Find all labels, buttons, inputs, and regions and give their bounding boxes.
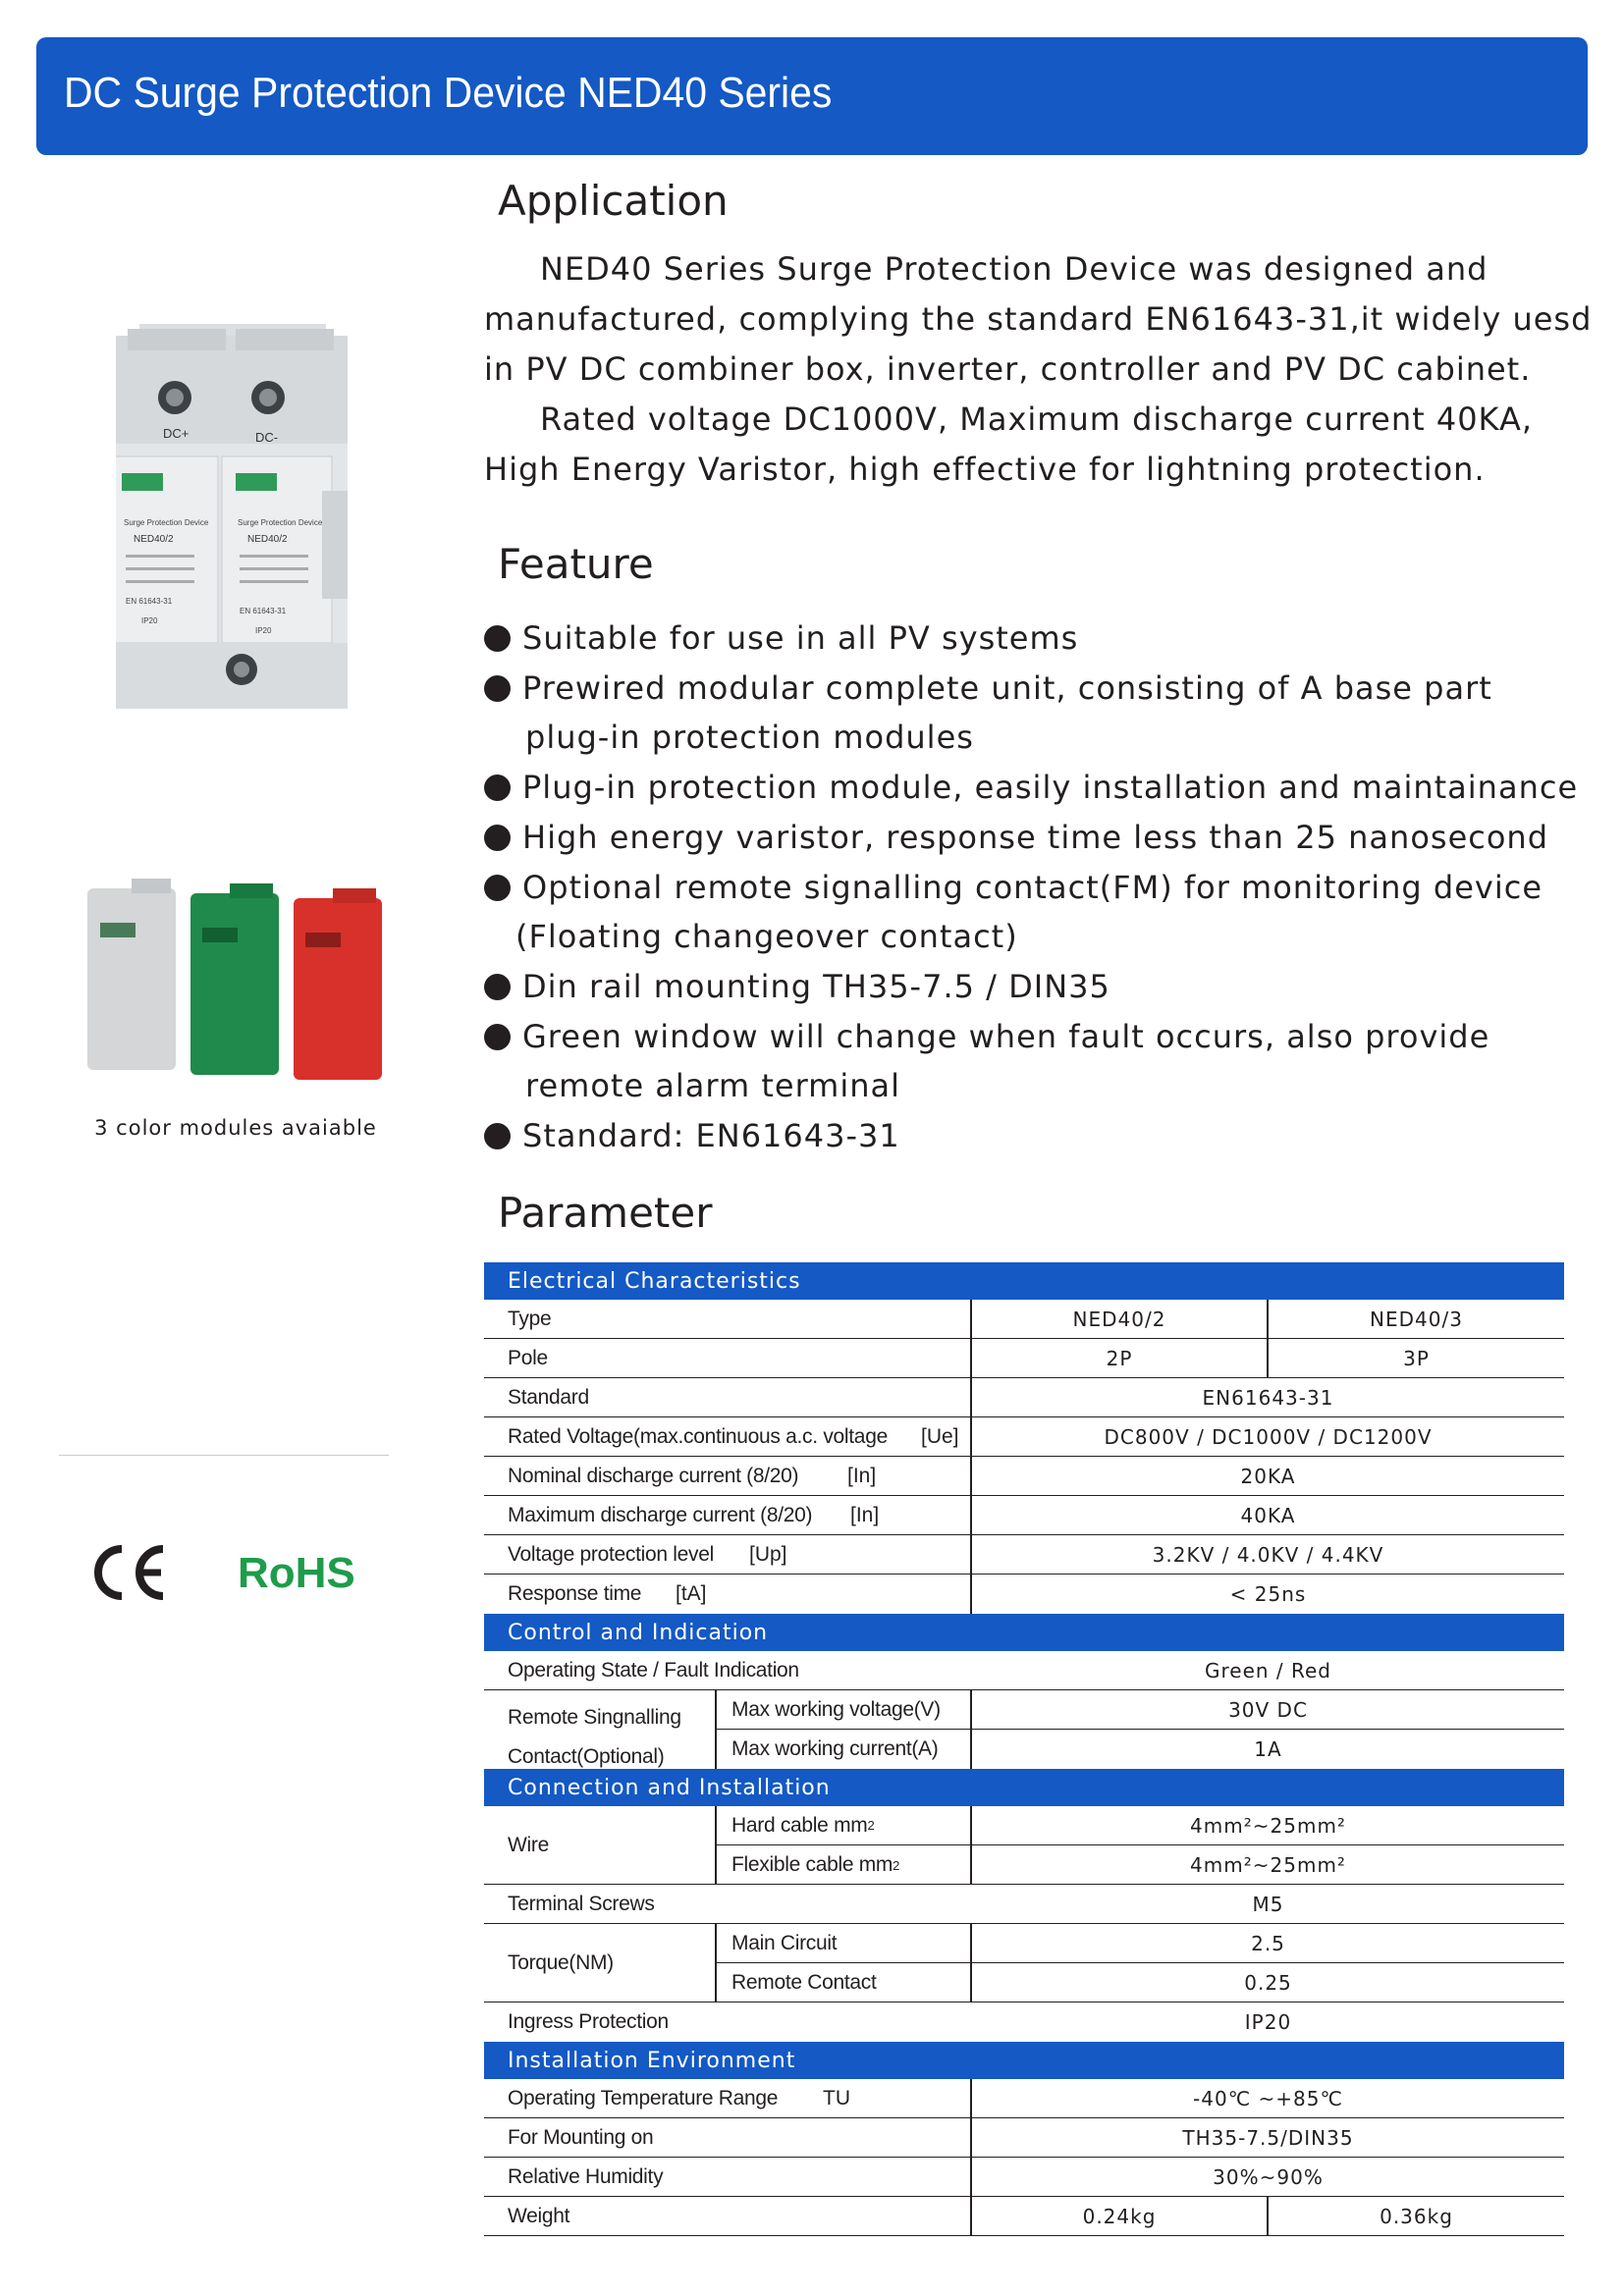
device-model-1: NED40/2: [134, 534, 174, 545]
table-row: Remote Singnalling Contact(Optional) Max working voltage(V) 30V DC Max working current(A) 1A: [484, 1690, 1564, 1769]
application-text: [484, 244, 1603, 495]
feature-continuation: plug-in protection modules: [525, 719, 974, 757]
bullet-icon: [484, 825, 511, 851]
table-row: Relative Humidity 30%~90%: [484, 2158, 1564, 2197]
rohs-logo: RoHS: [238, 1549, 355, 1597]
feature-item: Standard: EN61643-31: [484, 1111, 1613, 1161]
application-line: NED40 Series Surge Protection Device was designed and: [540, 250, 1489, 288]
application-line: manufactured, complying the standard EN61643-31,it widely uesd: [484, 300, 1593, 338]
table-row: Pole 2P 3P: [484, 1339, 1564, 1378]
application-line: Rated voltage DC1000V, Maximum discharge current 40KA,: [540, 400, 1534, 438]
title-banner: [36, 37, 1588, 155]
table-row: Torque(NM) Main Circuit 2.5 Remote Contact 0.25: [484, 1924, 1564, 2002]
bullet-icon: [484, 675, 511, 702]
device-std-2: EN 61643-31: [240, 607, 287, 615]
table-row: Maximum discharge current (8/20) [In] 40KA: [484, 1496, 1564, 1535]
feature-item: Prewired modular complete unit, consisting of A base part: [484, 664, 1613, 714]
table-row: Nominal discharge current (8/20) [In] 20KA: [484, 1457, 1564, 1496]
feature-item: Suitable for use in all PV systems: [484, 614, 1613, 664]
device-model-2: NED40/2: [247, 534, 288, 545]
table-row: Response time [tA] < 25ns: [484, 1575, 1564, 1614]
device-ip-1: IP20: [141, 616, 158, 625]
device-std-1: EN 61643-31: [126, 597, 173, 606]
bullet-icon: [484, 1123, 511, 1149]
bullet-icon: [484, 974, 511, 1000]
application-heading: Application: [498, 177, 729, 225]
surge-device-image: [116, 324, 348, 709]
feature-item: High energy varistor, response time less than 25 nanosecond: [484, 813, 1613, 863]
device-title-2: Surge Protection Device: [238, 518, 323, 527]
application-line: in PV DC combiner box, inverter, controller and PV DC cabinet.: [484, 350, 1532, 388]
parameter-heading: Parameter: [498, 1189, 713, 1237]
feature-item: Din rail mounting TH35-7.5 / DIN35: [484, 962, 1613, 1012]
table-row: Type NED40/2 NED40/3: [484, 1300, 1564, 1339]
page-title: DC Surge Protection Device NED40 Series: [64, 69, 833, 117]
table-row: Terminal Screws M5: [484, 1885, 1564, 1924]
table-row: Weight 0.24kg 0.36kg: [484, 2197, 1564, 2236]
application-line: High Energy Varistor, high effective for lightning protection.: [484, 451, 1486, 488]
feature-item: Green window will change when fault occurs, also provide: [484, 1012, 1613, 1062]
table-row: Operating Temperature Range TU -40℃ ~+85℃: [484, 2079, 1564, 2118]
dc-plus-label: DC+: [163, 426, 189, 441]
device-ip-2: IP20: [255, 626, 272, 635]
table-row: Voltage protection level [Up] 3.2KV / 4.0KV / 4.4KV: [484, 1535, 1564, 1575]
feature-continuation: (Floating changeover contact): [515, 918, 1018, 956]
bullet-icon: [484, 774, 511, 801]
table-row: Operating State / Fault Indication Green / Red: [484, 1651, 1564, 1690]
feature-item: Optional remote signalling contact(FM) for monitoring device: [484, 863, 1613, 913]
bullet-icon: [484, 1024, 511, 1050]
feature-heading: Feature: [498, 540, 654, 588]
feature-item: Plug-in protection module, easily installation and maintainance: [484, 763, 1613, 813]
feature-list: [484, 614, 1613, 1161]
table-row: Rated Voltage(max.continuous a.c. voltage [Ue] DC800V / DC1000V / DC1200V: [484, 1417, 1564, 1457]
table-row: Ingress Protection IP20: [508, 2010, 1292, 2034]
band-control: Control and Indication: [484, 1614, 1564, 1651]
feature-continuation: remote alarm terminal: [525, 1067, 901, 1105]
table-row: Wire Hard cable mm 2 4mm²~25mm² Flexible cable mm 2 4mm²~25mm²: [484, 1806, 1564, 1885]
divider: [59, 1455, 389, 1456]
bullet-icon: [484, 625, 511, 652]
bullet-icon: [484, 875, 511, 901]
band-environment: Installation Environment: [484, 2042, 1564, 2079]
parameter-table: [484, 1262, 1564, 2236]
band-connection: Connection and Installation: [484, 1769, 1564, 1806]
modules-caption: 3 color modules avaiable: [94, 1116, 377, 1140]
color-modules-image: [82, 874, 397, 1085]
table-row: For Mounting on TH35-7.5/DIN35: [484, 2118, 1564, 2158]
ce-mark-icon: [88, 1543, 169, 1602]
dc-minus-label: DC-: [255, 430, 279, 445]
table-row: Standard EN61643-31: [484, 1378, 1564, 1417]
band-electrical: Electrical Characteristics: [484, 1262, 1564, 1300]
device-title-1: Surge Protection Device: [124, 518, 209, 527]
